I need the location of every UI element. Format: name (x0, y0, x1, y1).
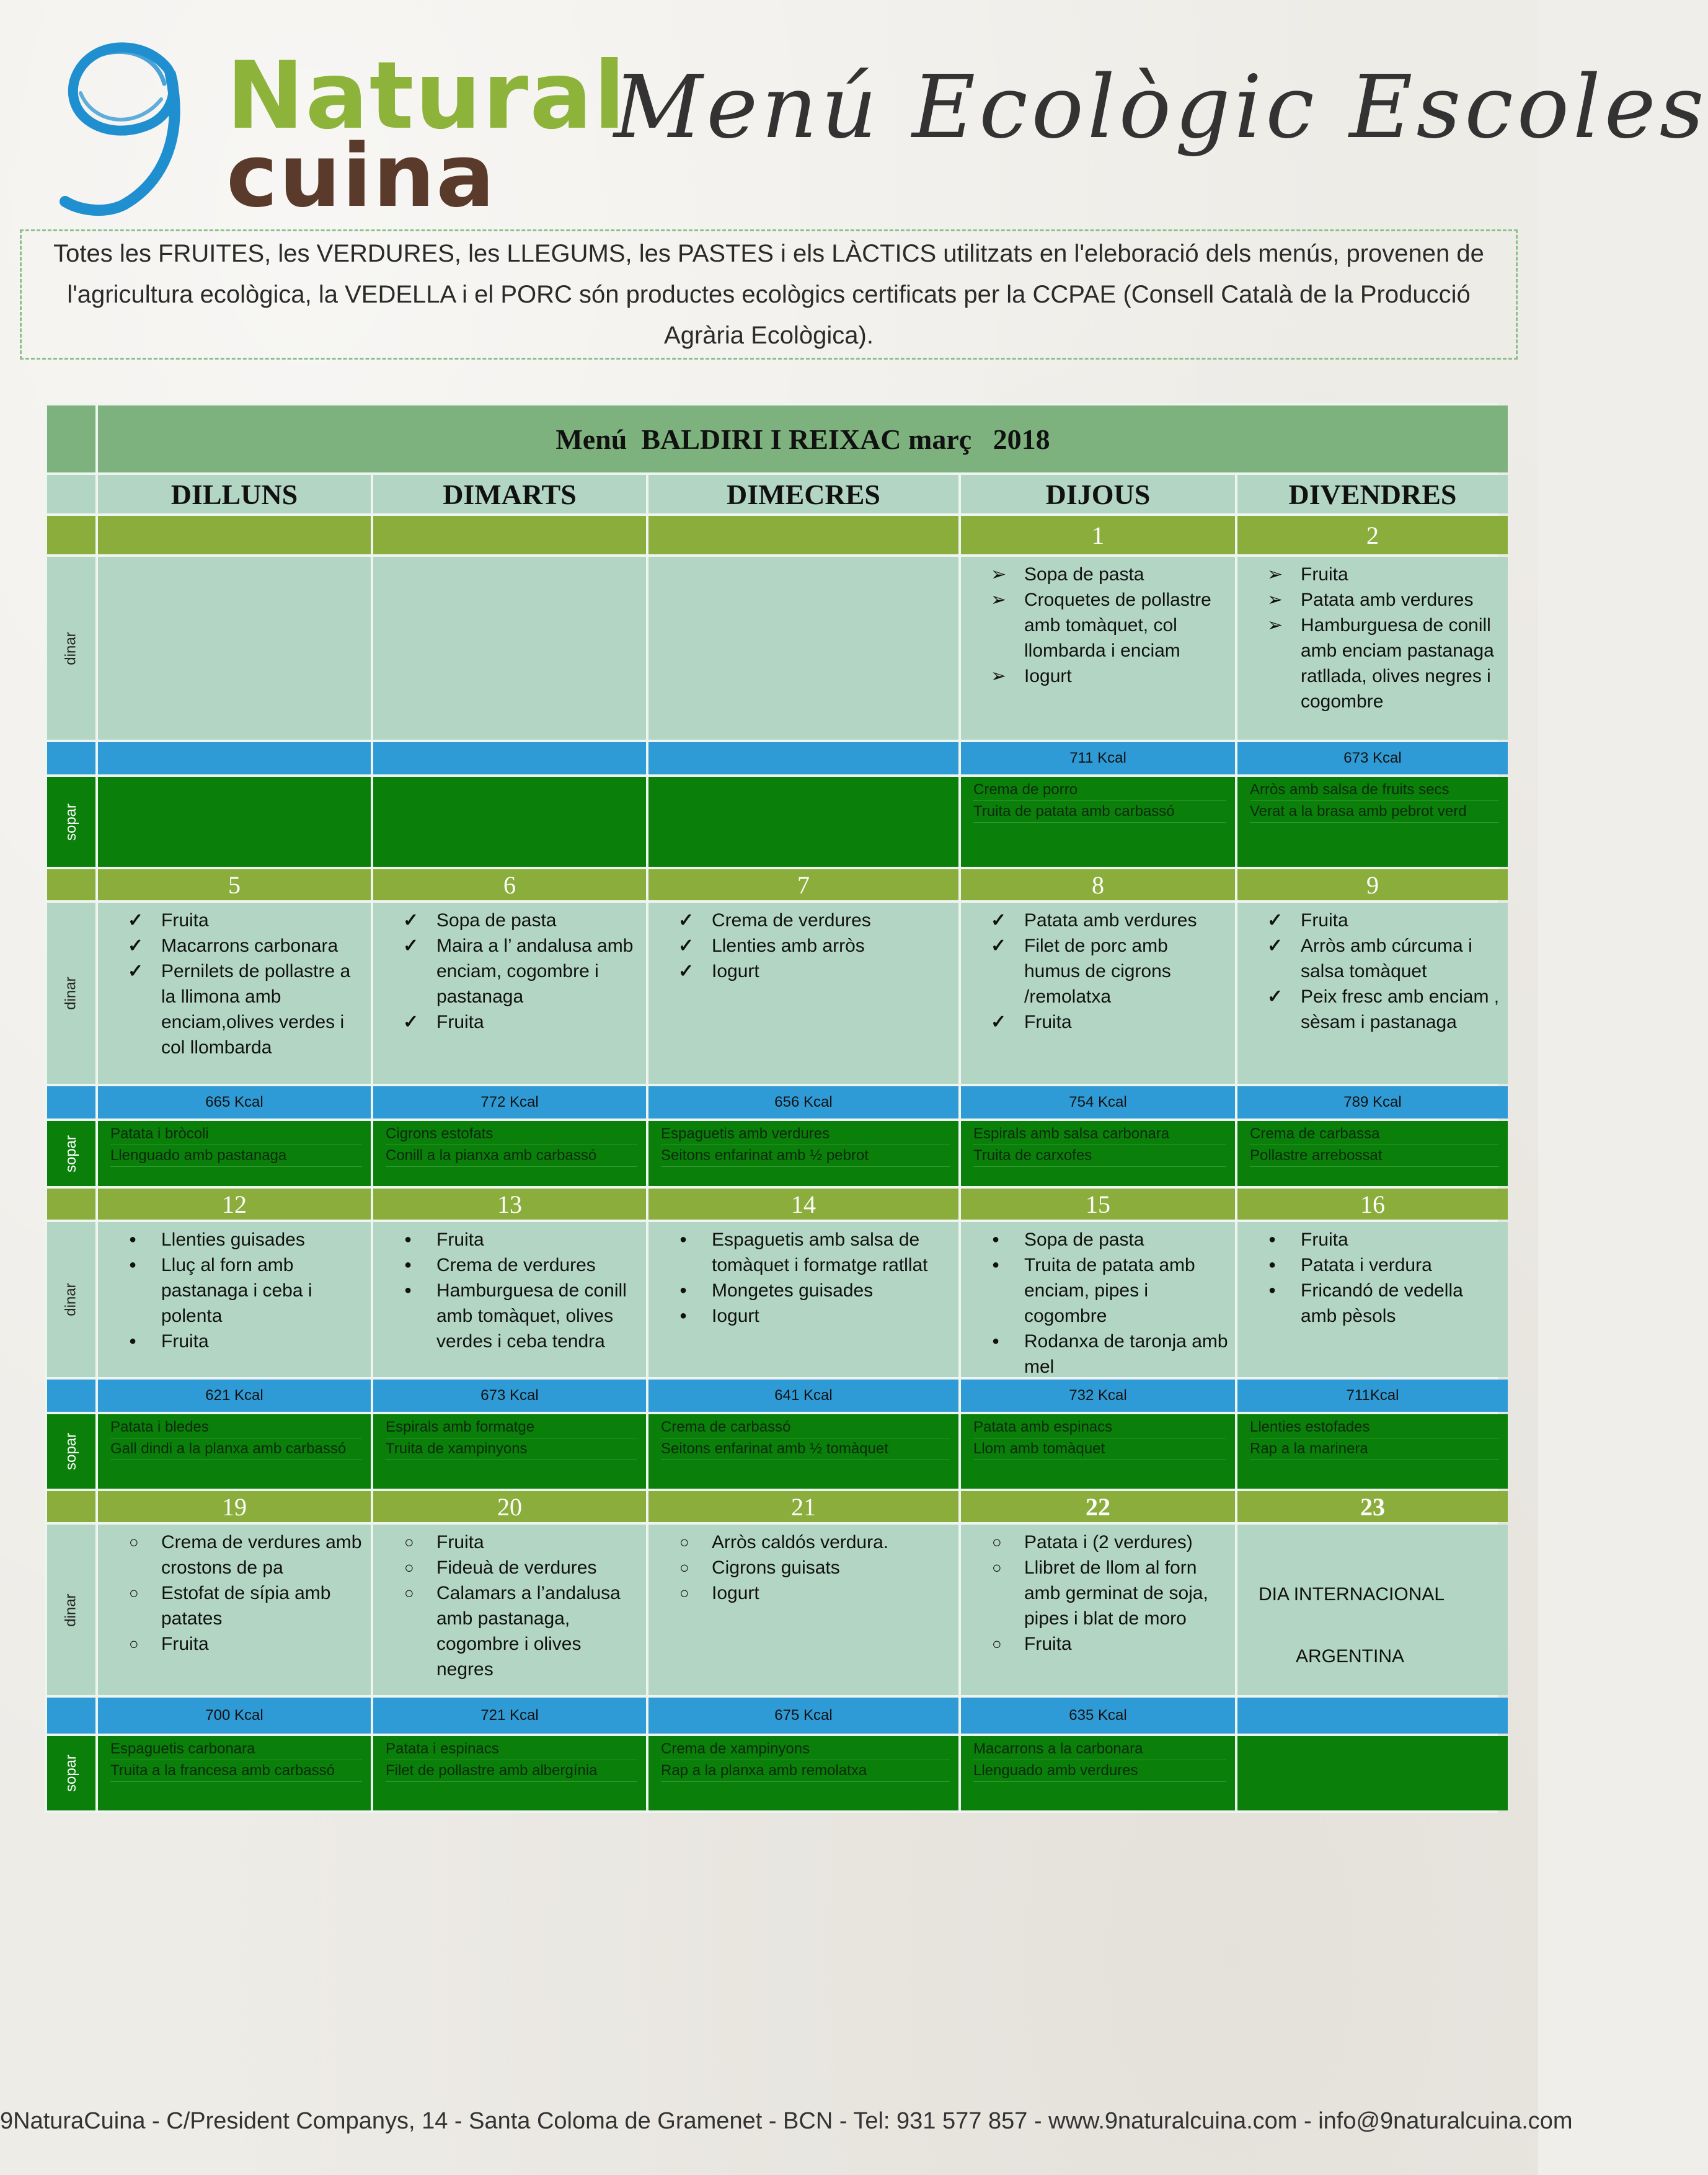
dinar-cell-thursday (961, 1525, 1235, 1695)
sopar-dish: Filet de pollastre amb albergínia (386, 1760, 637, 1782)
dish-item: ✓ Pernilets de pollastre a la llimona amb enciam,olives verdes i col llombarda (123, 959, 365, 1060)
dish-item: ➢ Croquetes de pollastre amb tomàquet, col llombarda i enciam (986, 587, 1229, 663)
kcal-cell-friday: 673 Kcal (1237, 742, 1508, 774)
kcal-cell-monday: 621 Kcal (98, 1380, 371, 1412)
sopar-dish: Truita de carxofes (973, 1145, 1226, 1167)
day-header-tuesday: DIMARTS (373, 475, 646, 513)
day-header-friday: DIVENDRES (1237, 475, 1508, 513)
dinar-cell-wednesday (648, 903, 958, 1084)
sopar-dish: Pollastre arrebossat (1250, 1145, 1499, 1167)
dish-item: ● Mongetes guisades (673, 1278, 952, 1303)
dish-item: ✓ Filet de porc amb humus de cigrons /remolatxa (986, 933, 1229, 1009)
dish-list (986, 1530, 1229, 1657)
sopar-dish: Seitons enfarinat amb ½ pebrot (661, 1145, 950, 1167)
dinar-cell-thursday (961, 1222, 1235, 1377)
sopar-dish: Espirals amb salsa carbonara (973, 1123, 1226, 1145)
sopar-label (47, 1736, 95, 1810)
date-cell-tuesday (373, 516, 646, 554)
ecological-notice: Totes les FRUITES, les VERDURES, les LLEGUMS, les PASTES i els LÀCTICS utilitzats en l'eleboració dels menús, provenen de l'agricultura ecològica, la VEDELLA i el PORC són productes ecològics certificats per la CCPAE (Consell Català de la Producció Agrària Ecològica). (20, 229, 1518, 360)
sopar-dish: Llenguado amb pastanaga (110, 1145, 362, 1167)
menu-heading: Menú BALDIRI I REIXAC març 2018 (98, 405, 1508, 472)
dish-item: ○ Estofat de sípia amb patates (123, 1580, 365, 1631)
sopar-cell-tuesday (373, 1121, 646, 1186)
sopar-cell-friday (1237, 1736, 1508, 1810)
dish-item: ○ Fruita (398, 1530, 640, 1555)
dish-item: ● Sopa de pasta (986, 1227, 1229, 1252)
dish-item: ✓ Patata amb verdures (986, 908, 1229, 933)
sopar-dish: Verat a la brasa amb pebrot verd (1250, 801, 1499, 823)
dish-list (398, 1530, 640, 1682)
dish-item: ✓ Crema de verdures (673, 908, 952, 933)
dish-item: ● Iogurt (673, 1303, 952, 1329)
date-cell-thursday: 1 (961, 516, 1235, 554)
date-row-side (47, 516, 95, 554)
dish-item: ✓ Peix fresc amb enciam , sèsam i pastanaga (1262, 984, 1502, 1035)
sopar-label (47, 1121, 95, 1186)
kcal-cell-tuesday (373, 742, 646, 774)
dish-item: ✓ Fruita (1262, 908, 1502, 933)
dish-list (986, 908, 1229, 1035)
date-cell-tuesday: 6 (373, 869, 646, 900)
dish-item: ● Lluç al forn amb pastanaga i ceba i polenta (123, 1252, 365, 1329)
sopar-label (47, 1414, 95, 1489)
date-row-side (47, 869, 95, 900)
dish-item: ○ Crema de verdures amb crostons de pa (123, 1530, 365, 1580)
dinar-cell-tuesday (373, 1222, 646, 1377)
date-row-side (47, 1189, 95, 1220)
kcal-cell-monday (98, 742, 371, 774)
dish-item: ➢ Patata amb verdures (1262, 587, 1502, 613)
kcal-row-side (47, 1086, 95, 1119)
dish-list (123, 1530, 365, 1657)
dinar-cell-tuesday (373, 557, 646, 740)
logo-natural-text: Natural (226, 42, 627, 150)
sopar-dish: Llom amb tomàquet (973, 1438, 1226, 1460)
brand-logo (50, 25, 627, 229)
date-cell-wednesday: 7 (648, 869, 958, 900)
sopar-cell-monday (98, 1121, 371, 1186)
sopar-cell-tuesday (373, 777, 646, 867)
kcal-cell-tuesday: 721 Kcal (373, 1698, 646, 1734)
dish-list (1262, 562, 1502, 714)
sopar-dish: Llenties estofades (1250, 1417, 1499, 1438)
sopar-label-text: sopar (62, 1135, 79, 1172)
sopar-dish: Crema de carbassa (1250, 1123, 1499, 1145)
date-cell-friday: 16 (1237, 1189, 1508, 1220)
kcal-cell-friday: 711Kcal (1237, 1380, 1508, 1412)
dish-item: ○ Fruita (123, 1631, 365, 1657)
kcal-cell-monday: 700 Kcal (98, 1698, 371, 1734)
dish-item: ○ Iogurt (673, 1580, 952, 1606)
menu-table (45, 403, 1498, 1813)
dinar-cell-friday (1237, 557, 1508, 740)
sopar-cell-thursday (961, 1121, 1235, 1186)
date-row-side (47, 1491, 95, 1522)
dinar-label (47, 557, 95, 740)
dish-item: ● Crema de verdures (398, 1252, 640, 1278)
nine-logo-icon (50, 25, 236, 229)
special-day-line2: ARGENTINA (1296, 1646, 1405, 1667)
dinar-label (47, 1222, 95, 1377)
sopar-cell-monday (98, 1736, 371, 1810)
date-cell-monday: 5 (98, 869, 371, 900)
dish-item: ✓ Fruita (398, 1009, 640, 1035)
dinar-cell-monday (98, 1525, 371, 1695)
day-header-thursday: DIJOUS (961, 475, 1235, 513)
dish-item: ● Espaguetis amb salsa de tomàquet i formatge ratllat (673, 1227, 952, 1278)
sopar-dish: Crema de carbassó (661, 1417, 950, 1438)
dinar-label-text: dinar (63, 977, 79, 1010)
dish-item: ○ Calamars a l’andalusa amb pastanaga, cogombre i olives negres (398, 1580, 640, 1682)
dish-item: ➢ Sopa de pasta (986, 562, 1229, 587)
sopar-cell-tuesday (373, 1736, 646, 1810)
dish-item: ● Hamburguesa de conill amb tomàquet, olives verdes i ceba tendra (398, 1278, 640, 1354)
sopar-cell-friday (1237, 1121, 1508, 1186)
sopar-dish: Seitons enfarinat amb ½ tomàquet (661, 1438, 950, 1460)
sopar-label-text: sopar (62, 1754, 79, 1792)
dinar-cell-monday (98, 557, 371, 740)
dish-list (398, 908, 640, 1035)
dish-item: ✓ Arròs amb cúrcuma i salsa tomàquet (1262, 933, 1502, 984)
dish-list (986, 1227, 1229, 1380)
dish-list (673, 908, 952, 984)
date-cell-wednesday: 14 (648, 1189, 958, 1220)
dish-item: ● Patata i verdura (1262, 1252, 1502, 1278)
date-cell-wednesday: 21 (648, 1491, 958, 1522)
sopar-dish: Truita de patata amb carbassó (973, 801, 1226, 823)
kcal-cell-friday (1237, 1698, 1508, 1734)
sopar-dish: Patata i bledes (110, 1417, 362, 1438)
sopar-label-text: sopar (62, 1432, 79, 1471)
sopar-cell-monday (98, 777, 371, 867)
logo-cuina-text: cuina (226, 126, 496, 227)
kcal-row-side (47, 1698, 95, 1734)
special-day-cell (1237, 1525, 1508, 1695)
dish-item: ● Rodanxa de taronja amb mel (986, 1329, 1229, 1380)
sopar-label (47, 777, 95, 867)
dish-list (123, 1227, 365, 1354)
dinar-cell-friday (1237, 1222, 1508, 1377)
sopar-dish: Arròs amb salsa de fruits secs (1250, 779, 1499, 801)
date-cell-tuesday: 13 (373, 1189, 646, 1220)
dinar-cell-thursday (961, 903, 1235, 1084)
dish-list (1262, 908, 1502, 1035)
special-day-line1: DIA INTERNACIONAL (1259, 1584, 1445, 1605)
sopar-cell-monday (98, 1414, 371, 1489)
dish-item: ○ Cigrons guisats (673, 1555, 952, 1580)
sopar-dish: Patata i bròcoli (110, 1123, 362, 1145)
dish-item: ✓ Maira a l’ andalusa amb enciam, cogombre i pastanaga (398, 933, 640, 1009)
date-cell-wednesday (648, 516, 958, 554)
dish-item: ● Fricandó de vedella amb pèsols (1262, 1278, 1502, 1329)
kcal-cell-wednesday: 656 Kcal (648, 1086, 958, 1119)
kcal-cell-tuesday: 673 Kcal (373, 1380, 646, 1412)
sopar-cell-tuesday (373, 1414, 646, 1489)
dinar-cell-wednesday (648, 1525, 958, 1695)
dinar-cell-tuesday (373, 1525, 646, 1695)
kcal-cell-tuesday: 772 Kcal (373, 1086, 646, 1119)
dish-list (1262, 1227, 1502, 1329)
date-cell-friday: 23 (1237, 1491, 1508, 1522)
dish-list (673, 1530, 952, 1606)
kcal-cell-thursday: 711 Kcal (961, 742, 1235, 774)
date-cell-tuesday: 20 (373, 1491, 646, 1522)
dish-list (673, 1227, 952, 1329)
dish-item: ➢ Fruita (1262, 562, 1502, 587)
dish-list (986, 562, 1229, 689)
sopar-cell-wednesday (648, 1121, 958, 1186)
kcal-cell-wednesday: 675 Kcal (648, 1698, 958, 1734)
dish-item: ✓ Iogurt (673, 959, 952, 984)
sopar-dish: Crema de xampinyons (661, 1739, 950, 1760)
kcal-cell-wednesday (648, 742, 958, 774)
sopar-dish: Truita a la francesa amb carbassó (110, 1760, 362, 1782)
dish-item: ● Truita de patata amb enciam, pipes i cogombre (986, 1252, 1229, 1329)
date-cell-friday: 9 (1237, 869, 1508, 900)
dinar-cell-monday (98, 1222, 371, 1377)
dish-list (123, 908, 365, 1060)
dish-item: ○ Patata i (2 verdures) (986, 1530, 1229, 1555)
date-cell-thursday: 8 (961, 869, 1235, 900)
sopar-cell-thursday (961, 1414, 1235, 1489)
sopar-cell-thursday (961, 777, 1235, 867)
day-header-wednesday: DIMECRES (648, 475, 958, 513)
sopar-dish: Truita de xampinyons (386, 1438, 637, 1460)
date-cell-monday: 12 (98, 1189, 371, 1220)
dinar-label (47, 1525, 95, 1695)
kcal-cell-thursday: 635 Kcal (961, 1698, 1235, 1734)
day-header-monday: DILLUNS (98, 475, 371, 513)
kcal-cell-thursday: 754 Kcal (961, 1086, 1235, 1119)
dinar-label (47, 903, 95, 1084)
dish-item: ○ Fruita (986, 1631, 1229, 1657)
dish-item: ✓ Llenties amb arròs (673, 933, 952, 959)
dinar-label-text: dinar (63, 631, 79, 665)
sopar-dish: Rap a la planxa amb remolatxa (661, 1760, 950, 1782)
dish-item: ● Llenties guisades (123, 1227, 365, 1252)
sopar-cell-wednesday (648, 1414, 958, 1489)
kcal-cell-monday: 665 Kcal (98, 1086, 371, 1119)
dinar-cell-friday (1237, 903, 1508, 1084)
dinar-label-text: dinar (63, 1593, 79, 1627)
date-cell-thursday: 22 (961, 1491, 1235, 1522)
dish-item: ○ Fideuà de verdures (398, 1555, 640, 1580)
sopar-dish: Patata amb espinacs (973, 1417, 1226, 1438)
dish-item: ○ Arròs caldós verdura. (673, 1530, 952, 1555)
footer-contact: 9NaturaCuina - C/President Companys, 14 - Santa Coloma de Gramenet - BCN - Tel: 931 577 857 - www.9naturalcuina.com - info@9naturalcuina.com (0, 2108, 1573, 2134)
dinar-label-text: dinar (63, 1283, 79, 1316)
sopar-dish: Espaguetis carbonara (110, 1739, 362, 1760)
sopar-dish: Patata i espinacs (386, 1739, 637, 1760)
kcal-row-side (47, 742, 95, 774)
date-cell-thursday: 15 (961, 1189, 1235, 1220)
dish-item: ● Fruita (123, 1329, 365, 1354)
sopar-cell-friday (1237, 1414, 1508, 1489)
dinar-cell-wednesday (648, 1222, 958, 1377)
sopar-dish: Rap a la marinera (1250, 1438, 1499, 1460)
kcal-row-side (47, 1380, 95, 1412)
sopar-dish: Espirals amb formatge (386, 1417, 637, 1438)
sopar-cell-friday (1237, 777, 1508, 867)
day-header-side (47, 475, 95, 513)
sopar-dish: Conill a la pianxa amb carbassó (386, 1145, 637, 1167)
sopar-dish: Espaguetis amb verdures (661, 1123, 950, 1145)
dinar-cell-wednesday (648, 557, 958, 740)
dish-list (398, 1227, 640, 1354)
dish-item: ✓ Sopa de pasta (398, 908, 640, 933)
sopar-dish: Llenguado amb verdures (973, 1760, 1226, 1782)
kcal-cell-wednesday: 641 Kcal (648, 1380, 958, 1412)
sopar-label-text: sopar (62, 803, 79, 841)
sopar-dish: Macarrons a la carbonara (973, 1739, 1226, 1760)
sopar-cell-wednesday (648, 777, 958, 867)
dish-item: ✓ Fruita (986, 1009, 1229, 1035)
sopar-cell-thursday (961, 1736, 1235, 1810)
dish-item: ✓ Fruita (123, 908, 365, 933)
dish-item: ➢ Hamburguesa de conill amb enciam pastanaga ratllada, olives negres i cogombre (1262, 613, 1502, 714)
sopar-dish: Cigrons estofats (386, 1123, 637, 1145)
dish-item: ● Fruita (398, 1227, 640, 1252)
dinar-cell-thursday (961, 557, 1235, 740)
dish-item: ● Fruita (1262, 1227, 1502, 1252)
kcal-cell-thursday: 732 Kcal (961, 1380, 1235, 1412)
table-corner (47, 405, 95, 472)
dinar-cell-tuesday (373, 903, 646, 1084)
dish-item: ○ Llibret de llom al forn amb germinat de soja, pipes i blat de moro (986, 1555, 1229, 1631)
dinar-cell-monday (98, 903, 371, 1084)
date-cell-friday: 2 (1237, 516, 1508, 554)
sopar-cell-wednesday (648, 1736, 958, 1810)
date-cell-monday (98, 516, 371, 554)
page-title: Menú Ecològic Escoles (614, 57, 1708, 158)
sopar-dish: Gall dindi a la planxa amb carbassó (110, 1438, 362, 1460)
dish-item: ✓ Macarrons carbonara (123, 933, 365, 959)
kcal-cell-friday: 789 Kcal (1237, 1086, 1508, 1119)
date-cell-monday: 19 (98, 1491, 371, 1522)
sopar-dish: Crema de porro (973, 779, 1226, 801)
dish-item: ➢ Iogurt (986, 663, 1229, 689)
